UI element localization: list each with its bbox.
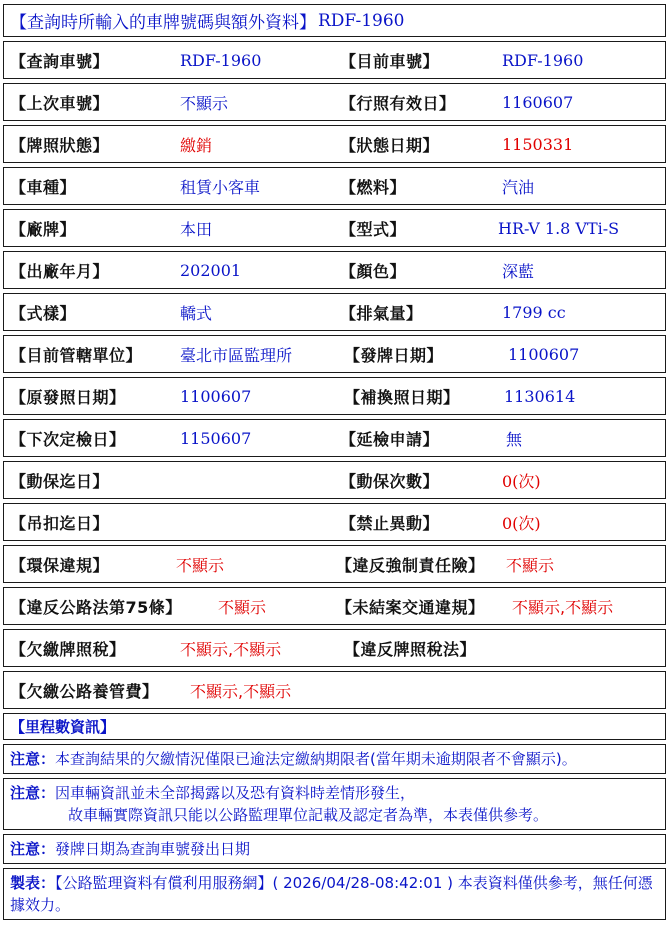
mileage-label: 【里程數資訊】: [10, 718, 116, 736]
row-label: 【行照有效日】: [340, 93, 456, 113]
row-highway-law-violation: [3, 587, 666, 625]
row-value: RDF-1960: [180, 50, 262, 70]
vehicle-report: [3, 4, 666, 924]
note-text: 【公路監理資料有償利用服務網】( 2026/04/28-08:42:01 ) 本表資料僅供參考，無任何憑據效力。: [10, 874, 653, 914]
note-tag: 注意：: [10, 750, 56, 768]
report-header: [3, 4, 666, 37]
row-value: 汽油: [502, 177, 535, 197]
row-value: 不顯示: [506, 555, 555, 575]
row-brand: [3, 209, 666, 247]
row-license-tax-arrears: [3, 629, 666, 667]
row-label: 【延檢申請】: [340, 429, 440, 449]
row-value: RDF-1960: [502, 50, 584, 70]
note-text: 本查詢結果的欠繳情況僅限已逾法定繳納期限者(當年期未逾期限者不會顯示)。: [55, 750, 577, 768]
row-value: 不顯示,不顯示: [512, 597, 614, 617]
row-vehicle-type: [3, 167, 666, 205]
row-road-fee-arrears: [3, 671, 666, 709]
note-text: 發牌日期為查詢車號發出日期: [55, 840, 251, 858]
row-environmental-violation: [3, 545, 666, 583]
row-value: 臺北市區監理所: [180, 345, 293, 365]
row-label: 【吊扣迄日】: [10, 513, 110, 533]
row-label: 【違反公路法第75條】: [10, 597, 182, 617]
row-label: 【違反牌照稅法】: [344, 639, 477, 659]
row-value: 不顯示: [180, 93, 229, 113]
note-text: 故車輛實際資訊只能以公路監理單位記載及認定者為準，本表僅供參考。: [68, 806, 549, 824]
note-tag: 製表：: [10, 874, 56, 892]
row-label: 【廠牌】: [10, 219, 77, 239]
row-value: 深藍: [502, 261, 535, 281]
row-label: 【發牌日期】: [344, 345, 444, 365]
row-value: 本田: [180, 219, 213, 239]
row-value: 不顯示: [218, 597, 267, 617]
mileage-section-header: [3, 713, 666, 740]
header-plate: RDF-1960: [318, 10, 405, 31]
row-label: 【動保次數】: [340, 471, 440, 491]
row-label: 【下次定檢日】: [10, 429, 126, 449]
row-label: 【目前車號】: [340, 51, 440, 71]
row-value: 202001: [180, 260, 242, 280]
row-value: HR-V 1.8 VTi-S: [498, 218, 620, 238]
row-value: 無: [506, 429, 523, 449]
row-label: 【出廠年月】: [10, 261, 110, 281]
row-value: 1160607: [502, 92, 574, 112]
note-arrears: [3, 744, 666, 774]
row-label: 【原發照日期】: [10, 387, 126, 407]
row-query-plate: [3, 41, 666, 79]
row-chattel-mortgage: [3, 461, 666, 499]
row-label: 【未結案交通違規】: [336, 597, 485, 617]
row-label: 【禁止異動】: [340, 513, 440, 533]
row-value: 租賃小客車: [180, 177, 261, 197]
note-tag: 注意：: [10, 784, 56, 802]
row-suspension: [3, 503, 666, 541]
row-previous-plate: [3, 83, 666, 121]
note-disclaimer: [3, 778, 666, 830]
row-value: 1150331: [502, 134, 574, 154]
row-label: 【違反強制責任險】: [336, 555, 485, 575]
row-label: 【查詢車號】: [10, 51, 110, 71]
row-value: 不顯示: [176, 555, 225, 575]
row-label: 【排氣量】: [340, 303, 423, 323]
row-value: 1100607: [508, 344, 580, 364]
row-label: 【燃料】: [340, 177, 407, 197]
note-issue-date: [3, 834, 666, 864]
row-label: 【車種】: [10, 177, 77, 197]
row-label: 【欠繳公路養管費】: [10, 681, 159, 701]
row-value: 1799 cc: [502, 302, 566, 322]
row-jurisdiction: [3, 335, 666, 373]
row-value: 不顯示,不顯示: [180, 639, 282, 659]
row-label: 【式樣】: [10, 303, 77, 323]
row-next-inspection: [3, 419, 666, 457]
row-value: 1150607: [180, 428, 252, 448]
row-label: 【環保違規】: [10, 555, 110, 575]
row-label: 【牌照狀態】: [10, 135, 110, 155]
row-label: 【狀態日期】: [340, 135, 440, 155]
row-value: 繳銷: [180, 135, 213, 155]
row-manufacture-date: [3, 251, 666, 289]
header-title: 【查詢時所輸入的車牌號碼與額外資料】: [10, 13, 316, 33]
row-label: 【欠繳牌照稅】: [10, 639, 126, 659]
row-label: 【上次車號】: [10, 93, 110, 113]
note-tag: 注意：: [10, 840, 56, 858]
row-label: 【動保迄日】: [10, 471, 110, 491]
row-value: 1130614: [504, 386, 576, 406]
row-label: 【目前管轄單位】: [10, 345, 143, 365]
row-value: 0(次): [502, 471, 541, 491]
row-plate-status: [3, 125, 666, 163]
row-body-style: [3, 293, 666, 331]
row-value: 轎式: [180, 303, 213, 323]
row-value: 不顯示,不顯示: [190, 681, 292, 701]
note-text: 因車輛資訊並未全部揭露以及恐有資料時差情形發生，: [55, 784, 416, 802]
row-value: 0(次): [502, 513, 541, 533]
row-original-license-date: [3, 377, 666, 415]
row-value: 1100607: [180, 386, 252, 406]
row-label: 【補換照日期】: [344, 387, 460, 407]
row-label: 【顏色】: [340, 261, 407, 281]
row-label: 【型式】: [340, 219, 407, 239]
note-footer: [3, 868, 666, 920]
